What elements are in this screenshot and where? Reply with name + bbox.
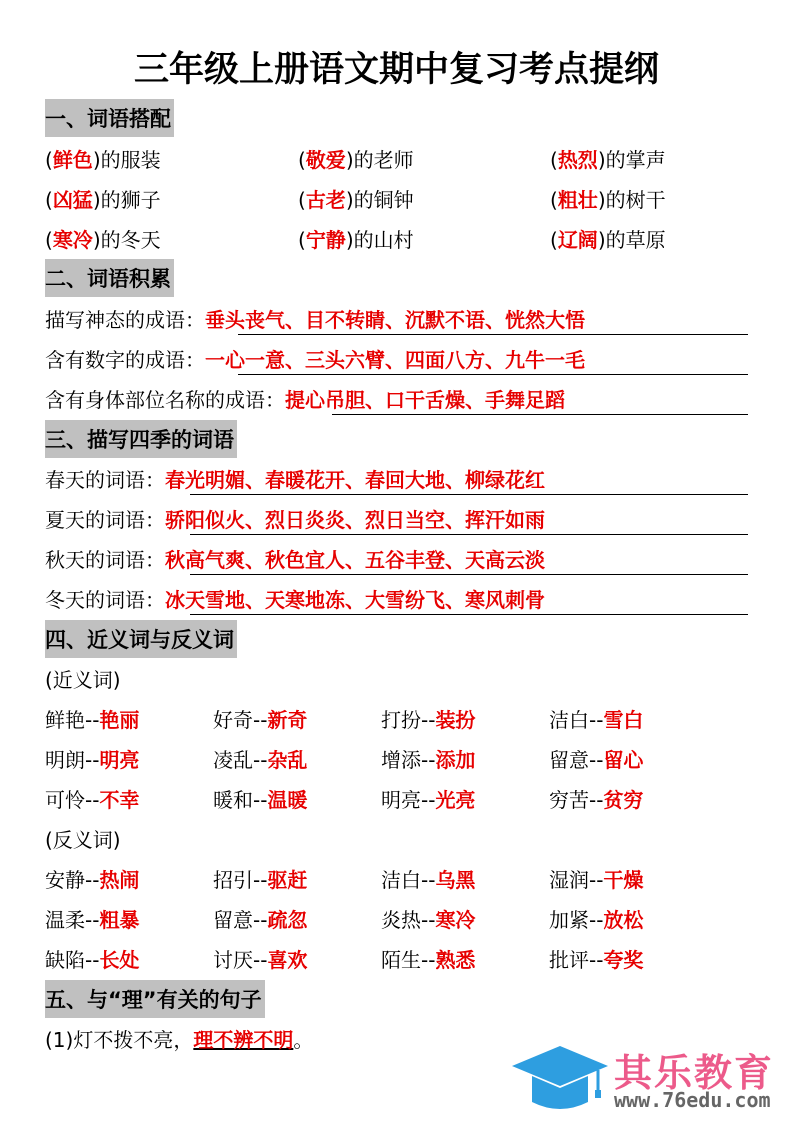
word-pair bbox=[213, 705, 307, 735]
word: 陌生-- bbox=[381, 948, 436, 972]
word-answer: 热闹 bbox=[99, 868, 140, 892]
section-heading-3: 三、描写四季的词语 bbox=[45, 420, 237, 458]
idiom-line bbox=[45, 305, 585, 335]
line-answer: 垂头丧气、目不转睛、沉默不语、恍然大悟 bbox=[205, 308, 585, 332]
word-pair bbox=[213, 905, 307, 935]
word: 留意-- bbox=[213, 908, 268, 932]
word: 增添-- bbox=[381, 748, 436, 772]
word-pair bbox=[381, 945, 475, 975]
collocation-answer: 宁静 bbox=[305, 228, 346, 252]
word-answer: 疏忽 bbox=[267, 908, 308, 932]
collocation-text: 的服装 bbox=[100, 148, 161, 172]
word-answer: 寒冷 bbox=[435, 908, 476, 932]
line-answer: 骄阳似火、烈日炎炎、烈日当空、挥汗如雨 bbox=[165, 508, 545, 532]
word-answer: 温暖 bbox=[267, 788, 308, 812]
word-answer: 添加 bbox=[435, 748, 476, 772]
word-answer: 艳丽 bbox=[99, 708, 140, 732]
logo-name: 其乐教育 bbox=[614, 1051, 775, 1095]
line-label: 描写神态的成语： bbox=[45, 308, 205, 332]
sentence-line bbox=[45, 1025, 313, 1055]
word: 可怜-- bbox=[45, 788, 100, 812]
antonyms-label: (反义词) bbox=[45, 828, 121, 852]
collocation-item bbox=[45, 145, 161, 175]
answer-underline bbox=[238, 334, 748, 335]
word-pair bbox=[213, 785, 307, 815]
paren-close: ) bbox=[345, 148, 354, 172]
collocation-item bbox=[550, 185, 666, 215]
word: 穷苦-- bbox=[549, 788, 604, 812]
paren-close: ) bbox=[345, 228, 354, 252]
word-answer: 杂乱 bbox=[267, 748, 308, 772]
collocation-text: 的老师 bbox=[353, 148, 414, 172]
word-pair bbox=[213, 865, 307, 895]
section-heading-1: 一、词语搭配 bbox=[45, 99, 174, 137]
word: 湿润-- bbox=[549, 868, 604, 892]
word: 加紧-- bbox=[549, 908, 604, 932]
line-label: 秋天的词语： bbox=[45, 548, 165, 572]
word-pair bbox=[45, 905, 139, 935]
idiom-line bbox=[45, 345, 585, 375]
word-pair bbox=[549, 945, 643, 975]
sentence-answer: 理不辨不明 bbox=[193, 1028, 294, 1052]
word-pair bbox=[549, 745, 643, 775]
paren-open: ( bbox=[45, 228, 53, 252]
answer-underline bbox=[238, 374, 748, 375]
word: 洁白-- bbox=[549, 708, 604, 732]
collocation-answer: 凶猛 bbox=[52, 188, 93, 212]
logo-url: www.76edu.com bbox=[614, 1088, 771, 1112]
collocation-answer: 敬爱 bbox=[305, 148, 346, 172]
section-heading-5: 五、与“理”有关的句子 bbox=[45, 980, 265, 1018]
sentence-suffix: 。 bbox=[293, 1028, 314, 1052]
word-pair bbox=[45, 865, 139, 895]
paren-close: ) bbox=[92, 188, 101, 212]
paren-open: ( bbox=[550, 148, 558, 172]
collocation-text: 的树干 bbox=[605, 188, 666, 212]
paren-close: ) bbox=[597, 228, 606, 252]
collocation-answer: 寒冷 bbox=[52, 228, 93, 252]
word: 洁白-- bbox=[381, 868, 436, 892]
word-pair bbox=[381, 705, 475, 735]
paren-close: ) bbox=[597, 188, 606, 212]
paren-open: ( bbox=[550, 228, 558, 252]
word-answer: 粗暴 bbox=[99, 908, 140, 932]
idiom-line bbox=[45, 465, 545, 495]
brand-logo bbox=[510, 1044, 790, 1114]
line-answer: 春光明媚、春暖花开、春回大地、柳绿花红 bbox=[165, 468, 545, 492]
collocation-item bbox=[298, 225, 414, 255]
collocation-item bbox=[298, 185, 414, 215]
line-label: 含有数字的成语： bbox=[45, 348, 205, 372]
word: 炎热-- bbox=[381, 908, 436, 932]
page-title: 三年级上册语文期中复习考点提纲 bbox=[133, 50, 659, 90]
collocation-text: 的铜钟 bbox=[353, 188, 414, 212]
word: 鲜艳-- bbox=[45, 708, 100, 732]
word-answer: 夸奖 bbox=[603, 948, 644, 972]
word: 批评-- bbox=[549, 948, 604, 972]
word: 温柔-- bbox=[45, 908, 100, 932]
word-pair bbox=[45, 705, 139, 735]
line-label: 冬天的词语： bbox=[45, 588, 165, 612]
graduation-cap-icon bbox=[510, 1044, 610, 1116]
answer-underline bbox=[190, 574, 748, 575]
word-pair bbox=[549, 905, 643, 935]
paren-open: ( bbox=[45, 188, 53, 212]
paren-close: ) bbox=[345, 188, 354, 212]
word-pair bbox=[45, 945, 139, 975]
idiom-line bbox=[45, 385, 565, 415]
word-answer: 干燥 bbox=[603, 868, 644, 892]
word-pair bbox=[549, 785, 643, 815]
word: 好奇-- bbox=[213, 708, 268, 732]
line-label: 春天的词语： bbox=[45, 468, 165, 492]
word-pair bbox=[45, 785, 139, 815]
collocation-text: 的掌声 bbox=[605, 148, 666, 172]
paren-open: ( bbox=[45, 148, 53, 172]
line-answer: 秋高气爽、秋色宜人、五谷丰登、天高云淡 bbox=[165, 548, 545, 572]
word: 缺陷-- bbox=[45, 948, 100, 972]
paren-close: ) bbox=[92, 228, 101, 252]
word: 明亮-- bbox=[381, 788, 436, 812]
paren-close: ) bbox=[92, 148, 101, 172]
word-pair bbox=[213, 945, 307, 975]
paren-open: ( bbox=[550, 188, 558, 212]
collocation-item bbox=[550, 225, 666, 255]
word-pair bbox=[381, 785, 475, 815]
word: 讨厌-- bbox=[213, 948, 268, 972]
collocation-answer: 古老 bbox=[305, 188, 346, 212]
word-answer: 雪白 bbox=[603, 708, 644, 732]
word-answer: 熟悉 bbox=[435, 948, 476, 972]
word-pair bbox=[213, 745, 307, 775]
word: 明朗-- bbox=[45, 748, 100, 772]
word-answer: 新奇 bbox=[267, 708, 308, 732]
collocation-text: 的山村 bbox=[353, 228, 414, 252]
collocation-answer: 鲜色 bbox=[52, 148, 93, 172]
word: 凌乱-- bbox=[213, 748, 268, 772]
idiom-line bbox=[45, 585, 545, 615]
word: 留意-- bbox=[549, 748, 604, 772]
word-answer: 喜欢 bbox=[267, 948, 308, 972]
collocation-text: 的草原 bbox=[605, 228, 666, 252]
word-answer: 乌黑 bbox=[435, 868, 476, 892]
word-answer: 明亮 bbox=[99, 748, 140, 772]
word: 打扮-- bbox=[381, 708, 436, 732]
sentence-prefix: (1)灯不拨不亮， bbox=[45, 1028, 194, 1052]
section-heading-4: 四、近义词与反义词 bbox=[45, 620, 237, 658]
section-heading-2: 二、词语积累 bbox=[45, 259, 174, 297]
line-answer: 提心吊胆、口干舌燥、手舞足蹈 bbox=[285, 388, 565, 412]
line-answer: 一心一意、三头六臂、四面八方、九牛一毛 bbox=[205, 348, 585, 372]
answer-underline bbox=[190, 534, 748, 535]
word-answer: 不幸 bbox=[99, 788, 140, 812]
collocation-item bbox=[298, 145, 414, 175]
word-pair bbox=[45, 745, 139, 775]
word: 安静-- bbox=[45, 868, 100, 892]
word-answer: 长处 bbox=[99, 948, 140, 972]
word: 招引-- bbox=[213, 868, 268, 892]
paren-open: ( bbox=[298, 148, 306, 172]
answer-underline bbox=[190, 614, 748, 615]
word-answer: 装扮 bbox=[435, 708, 476, 732]
collocation-text: 的冬天 bbox=[100, 228, 161, 252]
paren-open: ( bbox=[298, 228, 306, 252]
answer-underline bbox=[190, 494, 748, 495]
collocation-item bbox=[550, 145, 666, 175]
word-answer: 驱赶 bbox=[267, 868, 308, 892]
collocation-answer: 热烈 bbox=[557, 148, 598, 172]
word-answer: 留心 bbox=[603, 748, 644, 772]
word-pair bbox=[381, 865, 475, 895]
word-pair bbox=[381, 905, 475, 935]
word-pair bbox=[549, 865, 643, 895]
line-answer: 冰天雪地、天寒地冻、大雪纷飞、寒风刺骨 bbox=[165, 588, 545, 612]
line-label: 含有身体部位名称的成语： bbox=[45, 388, 285, 412]
word-answer: 贫穷 bbox=[603, 788, 644, 812]
idiom-line bbox=[45, 545, 545, 575]
paren-open: ( bbox=[298, 188, 306, 212]
collocation-answer: 粗壮 bbox=[557, 188, 598, 212]
collocation-item bbox=[45, 185, 161, 215]
answer-underline bbox=[332, 414, 748, 415]
word-pair bbox=[549, 705, 643, 735]
word-answer: 放松 bbox=[603, 908, 644, 932]
paren-close: ) bbox=[597, 148, 606, 172]
collocation-answer: 辽阔 bbox=[557, 228, 598, 252]
line-label: 夏天的词语： bbox=[45, 508, 165, 532]
collocation-text: 的狮子 bbox=[100, 188, 161, 212]
word-answer: 光亮 bbox=[435, 788, 476, 812]
synonyms-label: (近义词) bbox=[45, 668, 121, 692]
collocation-item bbox=[45, 225, 161, 255]
word: 暖和-- bbox=[213, 788, 268, 812]
idiom-line bbox=[45, 505, 545, 535]
word-pair bbox=[381, 745, 475, 775]
